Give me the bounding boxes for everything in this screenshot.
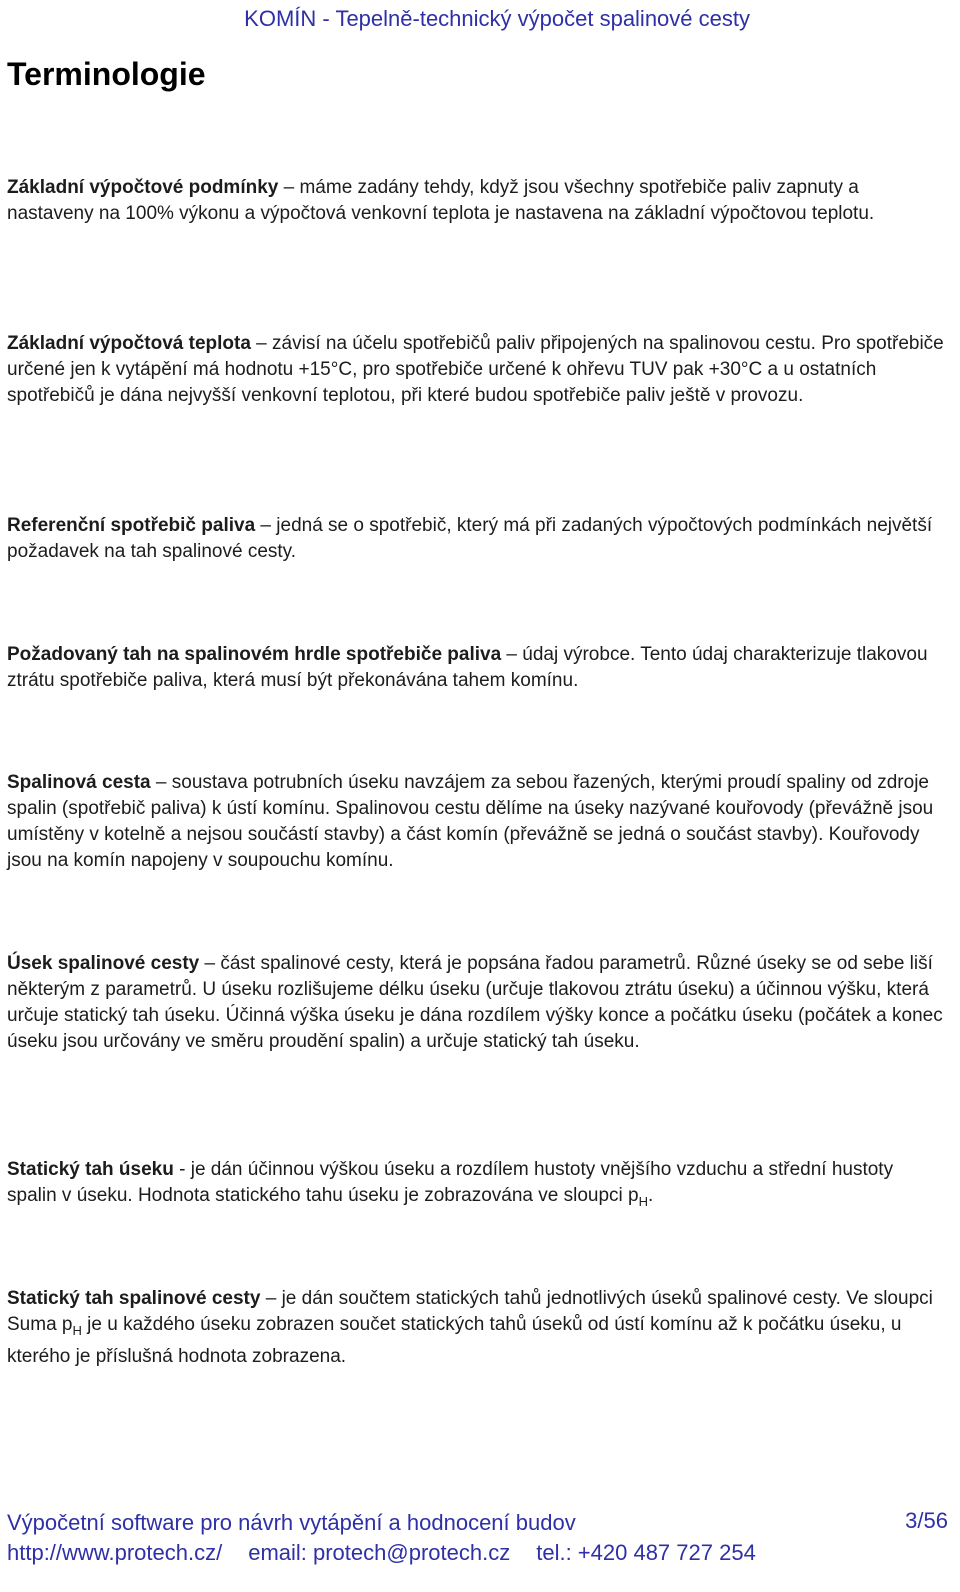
term-label: Požadovaný tah na spalinovém hrdle spotřebiče paliva [7, 644, 502, 665]
term-label: Statický tah úseku [7, 1159, 174, 1180]
term-definition: – část spalinové cesty, která je popsána řadou parametrů. Různé úseky se od sebe liší některým z parametrů. U úseku rozlišujeme délku úseku (určuje tlakovou ztrátu úseku) a účinnou výšku, která určuje statický tah úseku. Účinná výška úseku je dána rozdílem výšky konce a počátku úseku (počátek a konec úseku jsou určovány ve směru proudění spalin) a určuje statický tah úseku. [7, 953, 943, 1052]
section-referencni-spotrebic [7, 513, 947, 565]
section-usek-spalinove-cesty [7, 951, 947, 1055]
section-pozadovany-tah [7, 642, 947, 694]
page-title: Terminologie [7, 56, 206, 92]
term-label: Základní výpočtové podmínky [7, 177, 279, 198]
page-number: 3/56 [905, 1508, 948, 1533]
term-definition: - je dán účinnou výškou úseku a rozdílem hustoty vnějšího vzduchu a střední hustoty spalin v úseku. Hodnota statického tahu úseku je zobrazována ve sloupci p [7, 1159, 894, 1206]
term-label: Úsek spalinové cesty [7, 953, 200, 974]
footer-software: Výpočetní software pro návrh vytápění a hodnocení budov [7, 1510, 576, 1535]
footer-email-link[interactable]: email: protech@protech.cz [248, 1540, 511, 1565]
term-label: Statický tah spalinové cesty [7, 1288, 261, 1309]
term-label: Základní výpočtová teplota [7, 333, 251, 354]
term-label: Referenční spotřebič paliva [7, 515, 256, 536]
section-zakladni-podminky [7, 175, 947, 227]
term-definition: – údaj výrobce. Tento údaj charakterizuje tlakovou ztrátu spotřebiče paliva, která musí být překonávána tahem komínu. [7, 644, 928, 691]
section-spalinova-cesta [7, 770, 947, 874]
section-staticky-tah-useku [7, 1157, 947, 1215]
footer-contacts [7, 1540, 782, 1566]
term-definition: – máme zadány tehdy, když jsou všechny spotřebiče paliv zapnuty a nastaveny na 100% výkonu a výpočtová venkovní teplota je nastavena na základní výpočtovou teplotu. [7, 177, 875, 224]
term-definition: – jedná se o spotřebič, který má při zadaných výpočtových podmínkách největší požadavek na tah spalinové cesty. [7, 515, 933, 562]
section-zakladni-teplota [7, 331, 947, 409]
term-definition-end: . [648, 1185, 654, 1206]
footer-url-link[interactable]: http://www.protech.cz/ [7, 1540, 223, 1565]
document-header: KOMÍN - Tepelně-technický výpočet spalinové cesty [244, 6, 750, 31]
subscript: H [72, 1322, 82, 1338]
term-definition-end: je u každého úseku zobrazen součet statických tahů úseků od ústí komínu až k počátku úseku, u kterého je příslušná hodnota zobrazena. [7, 1314, 902, 1367]
section-staticky-tah-cesty [7, 1286, 947, 1370]
term-label: Spalinová cesta [7, 772, 151, 793]
footer-phone: tel.: +420 487 727 254 [536, 1540, 756, 1565]
term-definition: – soustava potrubních úseku navzájem za sebou řazených, kterými proudí spaliny od zdroje spalin (spotřebič paliva) k ústí komínu. Spalinovou cestu dělíme na úseky nazývané kouřovody (převážně jsou umístěny v kotelně a nejsou součástí stavby) a část komín (převážně se jedná o součást stavby). Kouřovody jsou na komín napojeny v soupouchu komínu. [7, 772, 934, 871]
term-definition: – je dán součtem statických tahů jednotlivých úseků spalinové cesty. Ve sloupci Suma p [7, 1288, 933, 1335]
subscript: H [638, 1193, 649, 1209]
term-definition: – závisí na účelu spotřebičů paliv připojených na spalinovou cestu. Pro spotřebiče určené jen k vytápění má hodnotu +15°C, pro spotřebiče určené k ohřevu TUV pak +30°C a u ostatních spotřebičů je dána nejvyšší venkovní teplotou, při které budou spotřebiče paliv ještě v provozu. [7, 333, 944, 406]
